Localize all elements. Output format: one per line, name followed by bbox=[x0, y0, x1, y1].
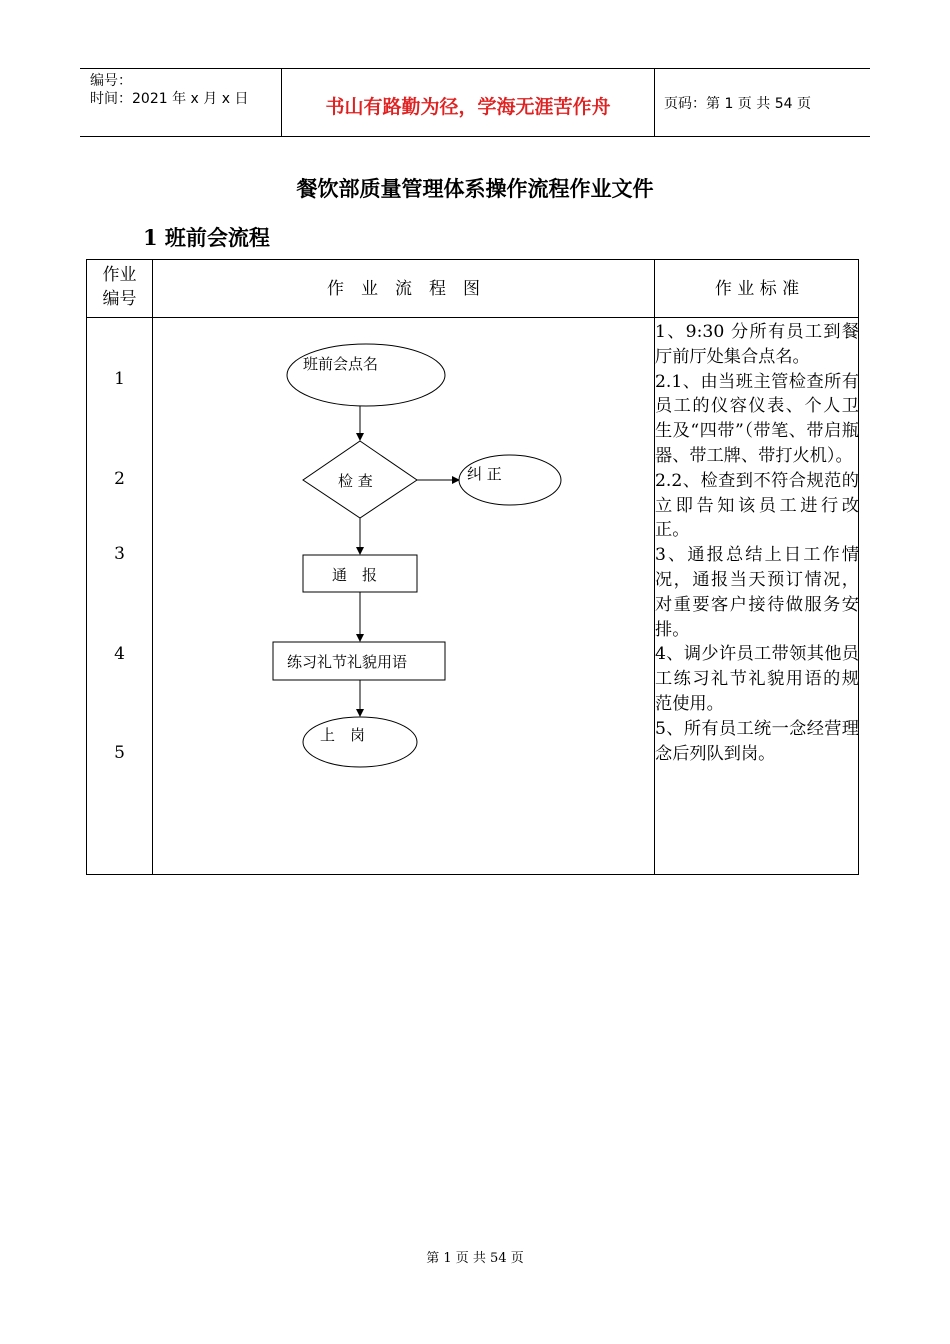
document-title: 餐饮部质量管理体系操作流程作业文件 bbox=[296, 177, 654, 201]
col-header-job-number-line1: 作业 bbox=[102, 265, 137, 285]
start-node-label: 班前会点名 bbox=[303, 355, 379, 373]
standard-item-2-2: 2.2、检查到不符合规范的立即告知该员工进行改正。 bbox=[655, 470, 859, 541]
end-node-label: 上 岗 bbox=[320, 726, 366, 744]
standard-item-4: 4、调少许员工带领其他员工练习礼节礼貌用语的规范使用。 bbox=[655, 644, 859, 714]
row-number-5: 5 bbox=[114, 743, 125, 763]
standard-item-3: 3、通报总结上日工作情况，通报当天预订情况，对重要客户接待做服务安排。 bbox=[655, 545, 859, 640]
row-number-2: 2 bbox=[114, 469, 125, 489]
row-number-1: 1 bbox=[114, 369, 125, 389]
standard-item-2-1: 2.1、由当班主管检查所有员工的仪容仪表、个人卫生及“四带”（带笔、带启瓶器、带工牌、带打火机）。 bbox=[655, 371, 859, 466]
doc-number-label: 编号： bbox=[90, 73, 132, 89]
page-code: 页码：第 1 页 共 54 页 bbox=[664, 96, 811, 112]
col-header-job-number-line2: 编号 bbox=[102, 289, 137, 309]
correct-node-label: 纠 正 bbox=[467, 465, 502, 483]
header-motto: 书山有路勤为径，学海无涯苦作舟 bbox=[325, 96, 611, 118]
col-header-standard: 作 业 标 准 bbox=[714, 279, 800, 299]
page-footer: 第 1 页 共 54 页 bbox=[426, 1251, 524, 1266]
row-number-4: 4 bbox=[114, 644, 125, 664]
standards-column bbox=[655, 320, 859, 766]
practice-node-label: 练习礼节礼貌用语 bbox=[287, 653, 408, 671]
row-number-3: 3 bbox=[114, 544, 125, 564]
section-title: 1 班前会流程 bbox=[143, 225, 270, 250]
doc-time-label: 时间：2021 年 x 月 x 日 bbox=[90, 91, 249, 107]
check-node-label: 检 查 bbox=[338, 472, 373, 490]
standard-item-5: 5、所有员工统一念经营理念后列队到岗。 bbox=[655, 718, 859, 764]
col-header-flowchart: 作 业 流 程 图 bbox=[327, 279, 480, 299]
standard-item-1: 1、9:30 分所有员工到餐厅前厅处集合点名。 bbox=[655, 322, 859, 367]
report-node-label: 通 报 bbox=[332, 566, 378, 584]
